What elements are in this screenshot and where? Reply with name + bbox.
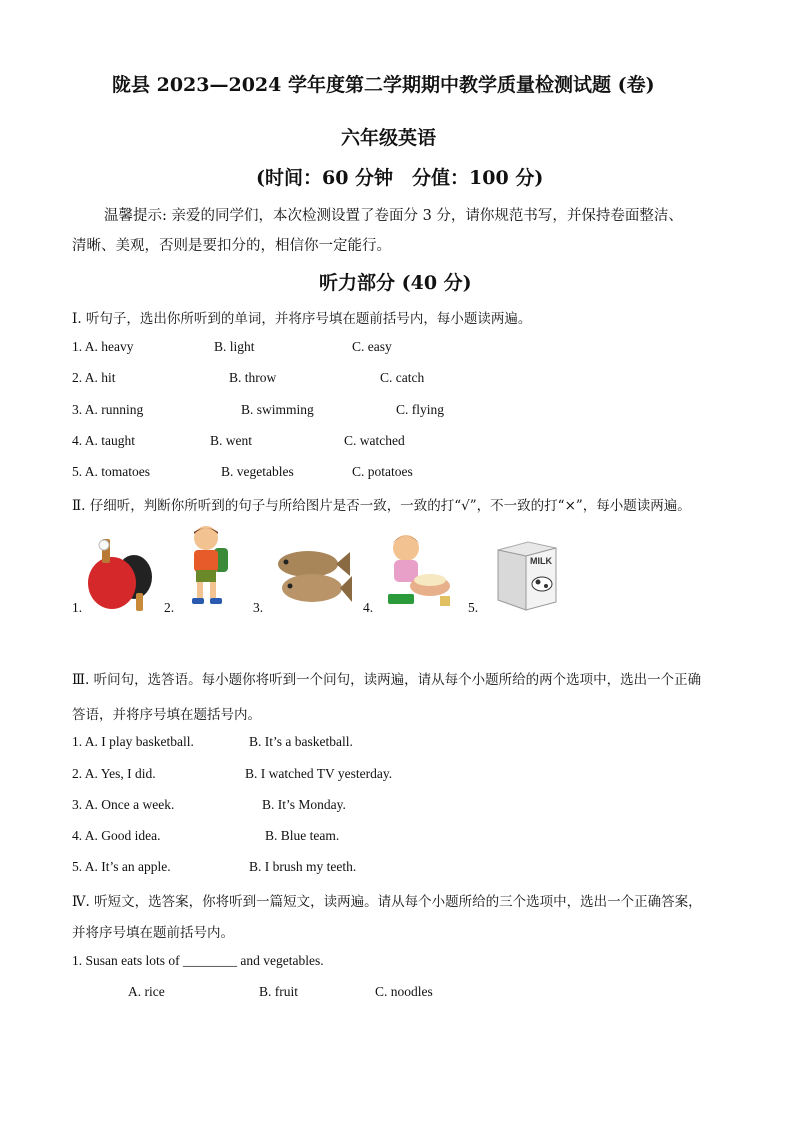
part4-instruction-1: Ⅳ. 听短文，选答案，你将听到一篇短文，读两遍。请从每个小题所给的三个选项中，选出一个正确答案， [72, 894, 702, 910]
tip-line-1: 温馨提示: 亲爱的同学们，本次检测设置了卷面分 3 分，请你规范书写，并保持卷面整洁、 [104, 208, 683, 224]
part3-instruction-2: 答语，并将序号填在题括号内。 [72, 707, 261, 723]
option-a: 1. A. I play basketball. [72, 734, 194, 749]
milk-carton-icon [484, 528, 568, 612]
option-c: C. easy [352, 339, 392, 354]
option-a: 3. A. running [72, 402, 144, 417]
option-a: A. rice [128, 984, 165, 999]
option-b: B. fruit [259, 984, 298, 999]
option-c: C. flying [396, 402, 445, 417]
part2-instruction: Ⅱ. 仔细听，判断你所听到的句子与所给图片是否一致，一致的打“√”，不一致的打“×”，每小题读两遍。 [72, 498, 691, 514]
part4-instruction-2: 并将序号填在题前括号内。 [72, 925, 234, 941]
fish-icon [270, 540, 352, 610]
option-b: B. It’s Monday. [262, 797, 346, 812]
section-heading: 听力部分 (40 分) [319, 272, 472, 294]
part1-instruction: Ⅰ. 听句子，选出你所听到的单词，并将序号填在题前括号内，每小题读两遍。 [72, 311, 532, 327]
option-a: 4. A. taught [72, 433, 135, 448]
girl-washing-clothes-icon [380, 530, 456, 610]
picture-label: 1. [72, 600, 83, 615]
picture-label: 3. [253, 600, 264, 615]
question-text: 1. Susan eats lots of ________ and vegetables. [72, 953, 324, 968]
option-a: 3. A. Once a week. [72, 797, 175, 812]
option-b: B. swimming [241, 402, 314, 417]
option-a: 2. A. Yes, I did. [72, 766, 156, 781]
option-c: C. watched [344, 433, 405, 448]
option-b: B. I watched TV yesterday. [245, 766, 393, 781]
option-c: C. catch [380, 370, 425, 385]
option-b: B. I brush my teeth. [249, 859, 357, 874]
option-a: 5. A. tomatoes [72, 464, 150, 479]
tip-line-2: 清晰、美观，否则是要扣分的，相信你一定能行。 [72, 238, 391, 254]
boy-with-backpack-icon [180, 524, 232, 610]
option-a: 1. A. heavy [72, 339, 134, 354]
option-c: C. noodles [375, 984, 433, 999]
option-a: 2. A. hit [72, 370, 116, 385]
picture-label: 5. [468, 600, 479, 615]
grade-subject: 六年级英语 [341, 127, 437, 149]
part3-instruction-1: Ⅲ. 听问句，选答语。每小题你将听到一个问句，读两遍，请从每个小题所给的两个选项中，选出一个正确 [72, 672, 702, 688]
option-b: B. vegetables [221, 464, 294, 479]
option-a: 5. A. It’s an apple. [72, 859, 171, 874]
option-b: B. Blue team. [265, 828, 340, 843]
option-a: 4. A. Good idea. [72, 828, 161, 843]
option-b: B. went [210, 433, 252, 448]
picture-label: 4. [363, 600, 374, 615]
time-score: (时间：60 分钟 分值：100 分) [256, 167, 544, 189]
option-b: B. throw [229, 370, 277, 385]
milk-label: MILK [530, 556, 552, 566]
option-b: B. light [214, 339, 255, 354]
picture-label: 2. [164, 600, 175, 615]
option-b: B. It’s a basketball. [249, 734, 353, 749]
option-c: C. potatoes [352, 464, 413, 479]
exam-title: 陇县 2023—2024 学年度第二学期期中教学质量检测试题 (卷) [112, 74, 655, 96]
ping-pong-paddle-icon [84, 535, 156, 613]
